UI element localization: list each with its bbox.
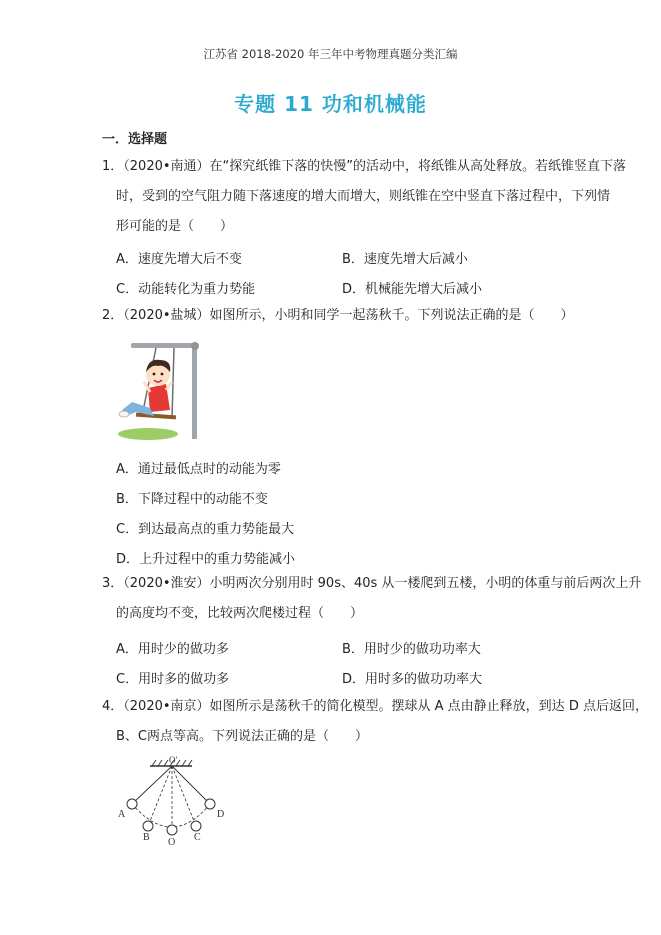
string-d <box>172 766 210 804</box>
question-4 <box>102 692 648 752</box>
question-1-option-d: D．机械能先增大后减小 <box>342 282 483 297</box>
question-2-option-a: A．通过最低点时的动能为零 <box>116 462 281 477</box>
question-4-line-1: 4．（2020•南京）如图所示是荡秋千的简化模型。摆球从 A 点由静止释放，到达 D 点后返回， <box>102 699 648 714</box>
pendulum-diagram <box>112 754 232 846</box>
swing-seat <box>136 413 176 420</box>
label-o: O <box>168 837 176 846</box>
string-c <box>172 766 196 826</box>
ball-b <box>143 821 153 831</box>
question-1-line-1: 1．（2020•南通）在“探究纸锥下落的快慢”的活动中，将纸锥从高处释放。若纸锥竖直下落 <box>102 159 626 174</box>
question-3-option-d: D．用时多的做功功率大 <box>342 672 483 687</box>
string-b <box>148 766 172 826</box>
question-2-option-d: D．上升过程中的重力势能减小 <box>116 552 296 567</box>
label-a: A <box>118 809 126 820</box>
question-2-line-1: 2．（2020•盐城）如图所示，小明和同学一起荡秋千。下列说法正确的是（ ） <box>102 308 574 323</box>
document-header: 江苏省 2018-2020 年三年中考物理真题分类汇编 <box>203 47 458 61</box>
question-3-option-a: A．用时少的做功多 <box>116 642 229 657</box>
swing-illustration <box>114 338 204 442</box>
child-arm-right <box>166 382 172 390</box>
question-2 <box>102 301 572 331</box>
label-c: C <box>194 832 201 843</box>
swing-bolt <box>191 342 199 350</box>
question-1-option-c: C．动能转化为重力势能 <box>116 282 256 297</box>
question-1-line-3: 形可能的是（ ） <box>116 219 234 234</box>
question-1-line-2: 时，受到的空气阻力随下落速度的增大而增大，则纸锥在空中竖直下落过程中，下列情 <box>116 189 611 204</box>
string-a <box>132 766 172 804</box>
question-3-option-b: B．用时少的做功功率大 <box>342 642 481 657</box>
ball-o <box>167 825 177 835</box>
swing-post <box>192 343 197 439</box>
child-shoe <box>119 411 129 417</box>
pivot-label: O' <box>169 755 178 765</box>
child-eye-right <box>161 373 164 376</box>
question-1-option-a: A．速度先增大后不变 <box>116 252 242 267</box>
question-3-line-2: 的高度均不变，比较两次爬楼过程（ ） <box>116 606 364 621</box>
question-2-option-c: C．到达最高点的重力势能最大 <box>116 522 295 537</box>
question-4-line-2: B、C两点等高。下列说法正确的是（ ） <box>116 729 368 744</box>
section-heading: 一．选择题 <box>102 132 168 147</box>
question-3-line-1: 3．（2020•淮安）小明两次分别用时 90s、40s 从一楼爬到五楼，小明的体重与前后两次上升 <box>102 576 642 591</box>
ball-c <box>191 821 201 831</box>
question-3 <box>102 569 642 629</box>
label-d: D <box>217 809 225 820</box>
ball-a <box>127 799 137 809</box>
swing-ground <box>118 428 178 440</box>
question-1 <box>102 152 626 242</box>
question-3-option-c: C．用时多的做功多 <box>116 672 230 687</box>
question-1-option-b: B．速度先增大后减小 <box>342 252 468 267</box>
page-title: 专题 11 功和机械能 <box>234 92 427 116</box>
label-b: B <box>143 832 150 843</box>
child-eye-left <box>153 373 156 376</box>
question-2-option-b: B．下降过程中的动能不变 <box>116 492 268 507</box>
swing-top-bar <box>131 343 197 348</box>
ball-d <box>205 799 215 809</box>
